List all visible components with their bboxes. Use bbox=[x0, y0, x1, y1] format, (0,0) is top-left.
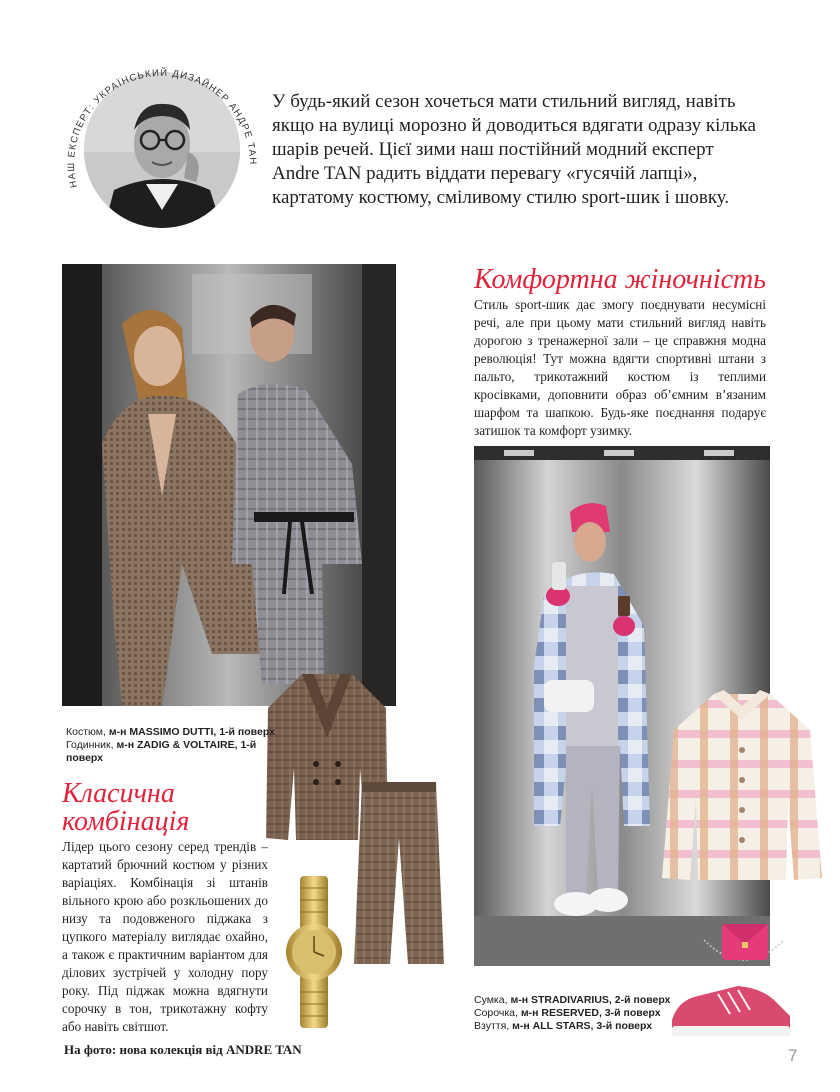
caption-left-line2: Годинник, м-н ZADIG & VOLTAIRE, 1-й поверх bbox=[66, 739, 257, 764]
caption-right-line2: Сорочка, м-н RESERVED, 3-й поверх bbox=[474, 1007, 661, 1019]
classic-body: Лідер цього сезону серед трендів – картатий брючний костюм у різних варіаціях. Комбінація зі штанів вільного крою або розкльошених до низу та подовженого піджака з цупкого матеріалу виглядає охайно, а також є практичним варіантом для ділових зустрічей у холодну пору року. Під піджак можна вдягнути сорочку в тон, трикотажну кофту або навіть світшот. bbox=[62, 839, 268, 1034]
photo-footnote: На фото: нова колекція від ANDRE TAN bbox=[64, 1042, 302, 1057]
expert-label-arc bbox=[50, 40, 274, 264]
classic-heading: Класична комбінація bbox=[62, 778, 190, 837]
caption-right-line1: Сумка, м-н STRADIVARIUS, 2-й поверх bbox=[474, 994, 671, 1006]
pink-bag-product bbox=[698, 916, 790, 980]
pink-check-shirt-product bbox=[660, 690, 824, 884]
gold-watch-product bbox=[284, 876, 344, 1028]
classic-suits-photo bbox=[62, 264, 396, 706]
intro-text: У будь-який сезон хочеться мати стильний вигляд, навіть якщо на вулиці морозно й доводиться вдягати одразу кілька шарів речей. Цієї зими наш постійний модний експерт Andre TAN радить віддати перевагу «гусячій лапці», картатому костюму, сміливому стилю sport-шик і шовку. bbox=[272, 91, 756, 208]
caption-right-line3: Взуття, м-н ALL STARS, 3-й поверх bbox=[474, 1020, 653, 1032]
comfort-body: Стиль sport-шик дає змогу поєднувати несумісні речі, але при цьому мати стильний вигляд навіть дорогою з тренажерної зали – це справжня модна революція! Тут можна вдягти спортивні штани з пальто, трикотажний костюм із теплими кросівками, доповнити образ об’ємним в’язаним шарфом та шапкою. Будь-яке поєднання подарує затишок та комфорт узимку. bbox=[474, 297, 766, 438]
expert-label-text: НАШ ЕКСПЕРТ: УКРАЇНСЬКИЙ ДИЗАЙНЕР АНДРЕ ТАН bbox=[65, 67, 259, 189]
page-number: 7 bbox=[788, 1046, 798, 1065]
plaid-trousers-product bbox=[352, 778, 446, 966]
pink-sneaker-product bbox=[668, 980, 794, 1040]
caption-left bbox=[66, 726, 286, 765]
caption-left-line1: Костюм, м-н MASSIMO DUTTI, 1-й поверх bbox=[66, 726, 275, 738]
caption-right bbox=[474, 994, 674, 1033]
comfort-heading: Комфортна жіночність bbox=[474, 264, 766, 295]
